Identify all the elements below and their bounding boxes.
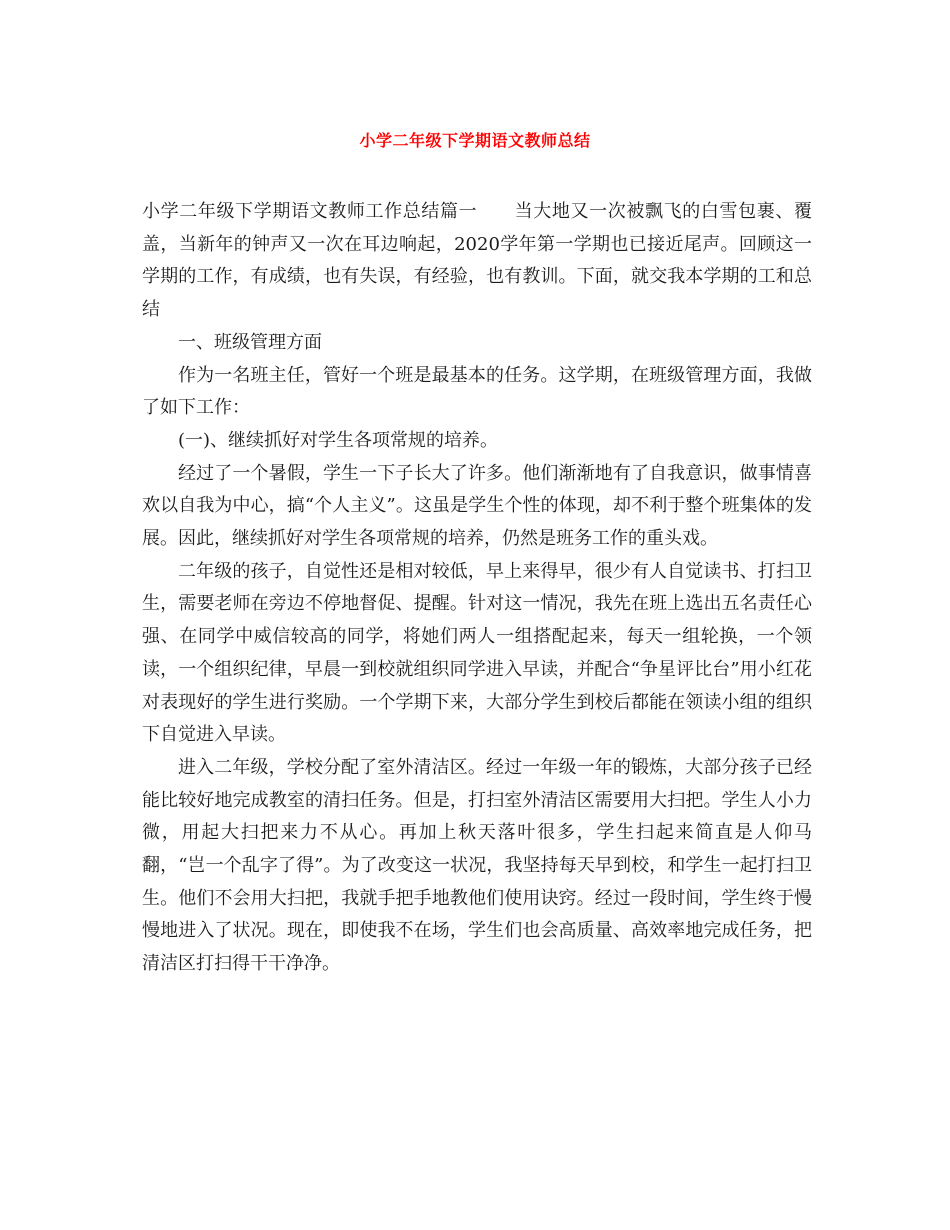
document-body: [142, 196, 812, 981]
paragraph: 进入二年级，学校分配了室外清洁区。经过一年级一年的锻炼，大部分孩子已经能比较好地完成教室的清扫任务。但是，打扫室外清洁区需要用大扫把。学生人小力微，用起大扫把来力不从心。再加上秋天落叶很多，学生扫起来简直是人仰马翻，“岂一个乱字了得”。为了改变这一状况，我坚持每天早到校，和学生一起打扫卫生。他们不会用大扫把，我就手把手地教他们使用诀窍。经过一段时间，学生终于慢慢地进入了状况。现在，即使我不在场，学生们也会高质量、高效率地完成任务，把清洁区打扫得干干净净。: [142, 756, 812, 975]
paragraph: 经过了一个暑假，学生一下子长大了许多。他们渐渐地有了自我意识，做事情喜欢以自我为中心，搞“个人主义”。这虽是学生个性的体现，却不利于整个班集体的发展。因此，继续抓好对学生各项常规的培养，仍然是班务工作的重头戏。: [142, 462, 812, 550]
paragraph: 二年级的孩子，自觉性还是相对较低，早上来得早，很少有人自觉读书、打扫卫生，需要老师在旁边不停地督促、提醒。针对这一情况，我先在班上选出五名责任心强、在同学中威信较高的同学，将她们两人一组搭配起来，每天一组轮换，一个领读，一个组织纪律，早晨一到校就组织同学进入早读，并配合“争星评比台”用小红花对表现好的学生进行奖励。一个学期下来，大部分学生到校后都能在领读小组的组织下自觉进入早读。: [142, 560, 812, 746]
section-heading-class-management: 一、班级管理方面: [178, 331, 322, 353]
paragraph: 作为一名班主任，管好一个班是最基本的任务。这学期，在班级管理方面，我做了如下工作：: [142, 364, 812, 419]
intro-paragraph: 小学二年级下学期语文教师工作总结篇一 当大地又一次被飘飞的白雪包裹、覆盖，当新年的钟声又一次在耳边响起，2020学年第一学期也已接近尾声。回顾这一学期的工作，有成绩，也有失误，有经验，也有教训。下面，就交我本学期的工和总结: [142, 201, 812, 321]
subsection-heading: (一)、继续抓好对学生各项常规的培养。: [178, 429, 499, 451]
document-title: 小学二年级下学期语文教师总结: [359, 131, 591, 150]
